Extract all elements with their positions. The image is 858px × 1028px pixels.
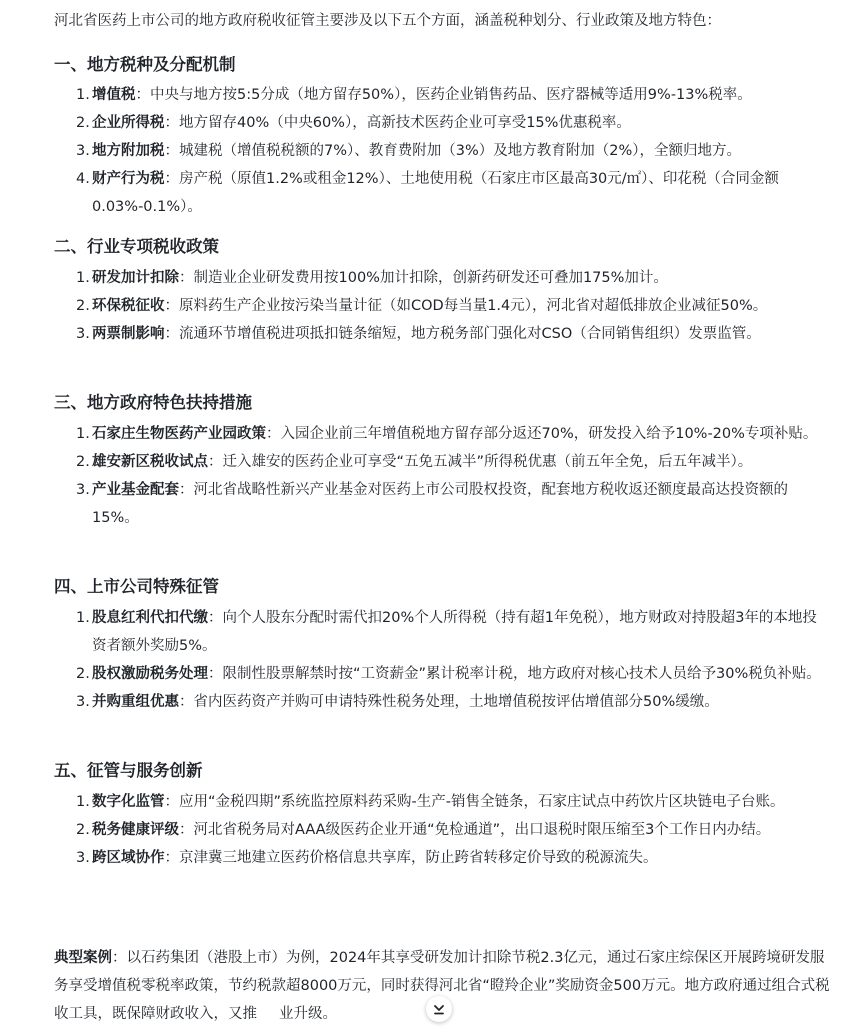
item-separator: ： xyxy=(208,454,223,470)
scroll-to-bottom-button[interactable] xyxy=(426,996,452,1022)
list-item xyxy=(54,420,830,448)
item-text: 城建税（增值税税额的7%）、教育费附加（3%）及地方教育附加（2%），全额归地方。 xyxy=(179,143,742,159)
item-term: 跨区域协作 xyxy=(92,850,165,866)
list-number: 1. xyxy=(76,610,90,626)
item-text: 迁入雄安的医药企业可享受“五免五减半”所得税优惠（前五年全免，后五年减半）。 xyxy=(222,454,753,470)
list-number: 1. xyxy=(76,426,90,442)
list-item xyxy=(54,844,830,872)
item-separator: ： xyxy=(164,115,179,131)
list-number: 1. xyxy=(76,87,90,103)
list-number: 2. xyxy=(76,666,90,682)
item-term: 两票制影响 xyxy=(92,326,165,342)
item-separator: ： xyxy=(164,143,179,159)
item-separator: ： xyxy=(179,270,194,286)
list-item xyxy=(54,292,830,320)
item-text: 向个人股东分配时需代扣20%个人所得税（持有超1年免税），地方财政对持股超3年的本地投资者额外奖励5%。 xyxy=(92,610,817,654)
item-term: 股息红利代扣代缴 xyxy=(92,610,208,626)
intro-paragraph: 河北省医药上市公司的地方政府税收征管主要涉及以下五个方面，涵盖税种划分、行业政策及地方特色： xyxy=(54,13,721,29)
list-number: 3. xyxy=(76,143,90,159)
list-item xyxy=(54,688,830,716)
list-number: 1. xyxy=(76,794,90,810)
list-number: 2. xyxy=(76,298,90,314)
section-list-listed-company xyxy=(54,604,830,716)
list-item xyxy=(54,816,830,844)
list-item xyxy=(54,320,830,348)
item-text: 省内医药资产并购可申请特殊性税务处理，土地增值税按评估增值部分50%缓缴。 xyxy=(193,694,719,710)
item-term: 数字化监管 xyxy=(92,794,165,810)
section-list-local-taxes xyxy=(54,81,830,221)
item-term: 增值税 xyxy=(92,87,136,103)
list-number: 1. xyxy=(76,270,90,286)
item-text: 河北省战略性新兴产业基金对医药上市公司股权投资，配套地方税收返还额度最高达投资额的15%。 xyxy=(92,482,788,526)
section-heading-listed-company: 四、上市公司特殊征管 xyxy=(54,577,219,596)
item-text: 中央与地方按5:5分成（地方留存50%），医药企业销售药品、医疗器械等适用9%-13%税率。 xyxy=(150,87,752,103)
section-heading-local-taxes: 一、地方税种及分配机制 xyxy=(54,55,236,74)
list-number: 3. xyxy=(76,694,90,710)
section-heading-service-innovation: 五、征管与服务创新 xyxy=(54,761,203,780)
item-term: 石家庄生物医药产业园政策 xyxy=(92,426,266,442)
list-item xyxy=(54,476,830,532)
item-text: 流通环节增值税进项抵扣链条缩短，地方税务部门强化对CSO（合同销售组织）发票监管。 xyxy=(179,326,761,342)
item-separator: ： xyxy=(164,171,179,187)
list-item xyxy=(54,165,830,221)
item-separator: ： xyxy=(179,694,194,710)
item-term: 环保税征收 xyxy=(92,298,165,314)
item-text: 原料药生产企业按污染当量计征（如COD每当量1.4元），河北省对超低排放企业减征50%。 xyxy=(179,298,768,314)
list-number: 2. xyxy=(76,822,90,838)
list-item xyxy=(54,137,830,165)
item-text: 房产税（原值1.2%或租金12%）、土地使用税（石家庄市区最高30元/㎡）、印花税（合同金额0.03%-0.1%）。 xyxy=(92,171,779,215)
list-item xyxy=(54,660,830,688)
item-text: 应用“金税四期”系统监控原料药采购-生产-销售全链条，石家庄试点中药饮片区块链电子台账。 xyxy=(179,794,785,810)
item-separator: ： xyxy=(179,822,194,838)
item-separator: ： xyxy=(208,610,223,626)
item-term: 股权激励税务处理 xyxy=(92,666,208,682)
scroll-down-arrow-icon xyxy=(432,1002,446,1016)
list-number: 2. xyxy=(76,454,90,470)
case-term: 典型案例 xyxy=(54,950,112,966)
case-separator: ： xyxy=(112,950,127,966)
section-list-local-support xyxy=(54,420,830,532)
item-text: 京津冀三地建立医药价格信息共享库，防止跨省转移定价导致的税源流失。 xyxy=(179,850,658,866)
item-text: 限制性股票解禁时按“工资薪金”累计税率计税，地方政府对核心技术人员给予30%税负补贴。 xyxy=(222,666,821,682)
section-heading-local-support: 三、地方政府特色扶持措施 xyxy=(54,393,252,412)
item-term: 税务健康评级 xyxy=(92,822,179,838)
list-item xyxy=(54,81,830,109)
list-item xyxy=(54,448,830,476)
list-number: 3. xyxy=(76,482,90,498)
list-item xyxy=(54,264,830,292)
section-list-service-innovation xyxy=(54,788,830,872)
section-heading-industry-policy: 二、行业专项税收政策 xyxy=(54,237,219,256)
item-separator: ： xyxy=(164,850,179,866)
section-list-industry-policy xyxy=(54,264,830,348)
item-separator: ： xyxy=(135,87,150,103)
item-term: 地方附加税 xyxy=(92,143,165,159)
item-text: 入园企业前三年增值税地方留存部分返还70%，研发投入给予10%-20%专项补贴。 xyxy=(280,426,818,442)
item-separator: ： xyxy=(164,298,179,314)
list-number: 3. xyxy=(76,850,90,866)
list-item xyxy=(54,788,830,816)
item-separator: ： xyxy=(179,482,194,498)
item-term: 研发加计扣除 xyxy=(92,270,179,286)
item-term: 产业基金配套 xyxy=(92,482,179,498)
item-text: 制造业企业研发费用按100%加计扣除，创新药研发还可叠加175%加计。 xyxy=(193,270,668,286)
list-number: 4. xyxy=(76,171,90,187)
item-text: 地方留存40%（中央60%），高新技术医药企业可享受15%优惠税率。 xyxy=(179,115,631,131)
case-text: 以石药集团（港股上市）为例，2024年其享受研发加计扣除节税2.3亿元，通过石家庄综保区开展跨境研发服务享受增值税零税率政策，节约税款超8000万元，同时获得河北省“瞪羚企业”奖励资金500万元。地方政府通过组合式税收工具，既保障财政收入，又推 xyxy=(54,950,830,1022)
item-text: 河北省税务局对AAA级医药企业开通“免检通道”，出口退税时限压缩至3个工作日内办结。 xyxy=(193,822,771,838)
item-term: 雄安新区税收试点 xyxy=(92,454,208,470)
item-separator: ： xyxy=(164,326,179,342)
case-text-tail: 业升级。 xyxy=(279,1006,337,1022)
list-number: 3. xyxy=(76,326,90,342)
item-term: 企业所得税 xyxy=(92,115,165,131)
item-separator: ： xyxy=(164,794,179,810)
item-term: 财产行为税 xyxy=(92,171,165,187)
item-separator: ： xyxy=(266,426,281,442)
list-item xyxy=(54,604,830,660)
item-term: 并购重组优惠 xyxy=(92,694,179,710)
item-separator: ： xyxy=(208,666,223,682)
list-number: 2. xyxy=(76,115,90,131)
list-item xyxy=(54,109,830,137)
